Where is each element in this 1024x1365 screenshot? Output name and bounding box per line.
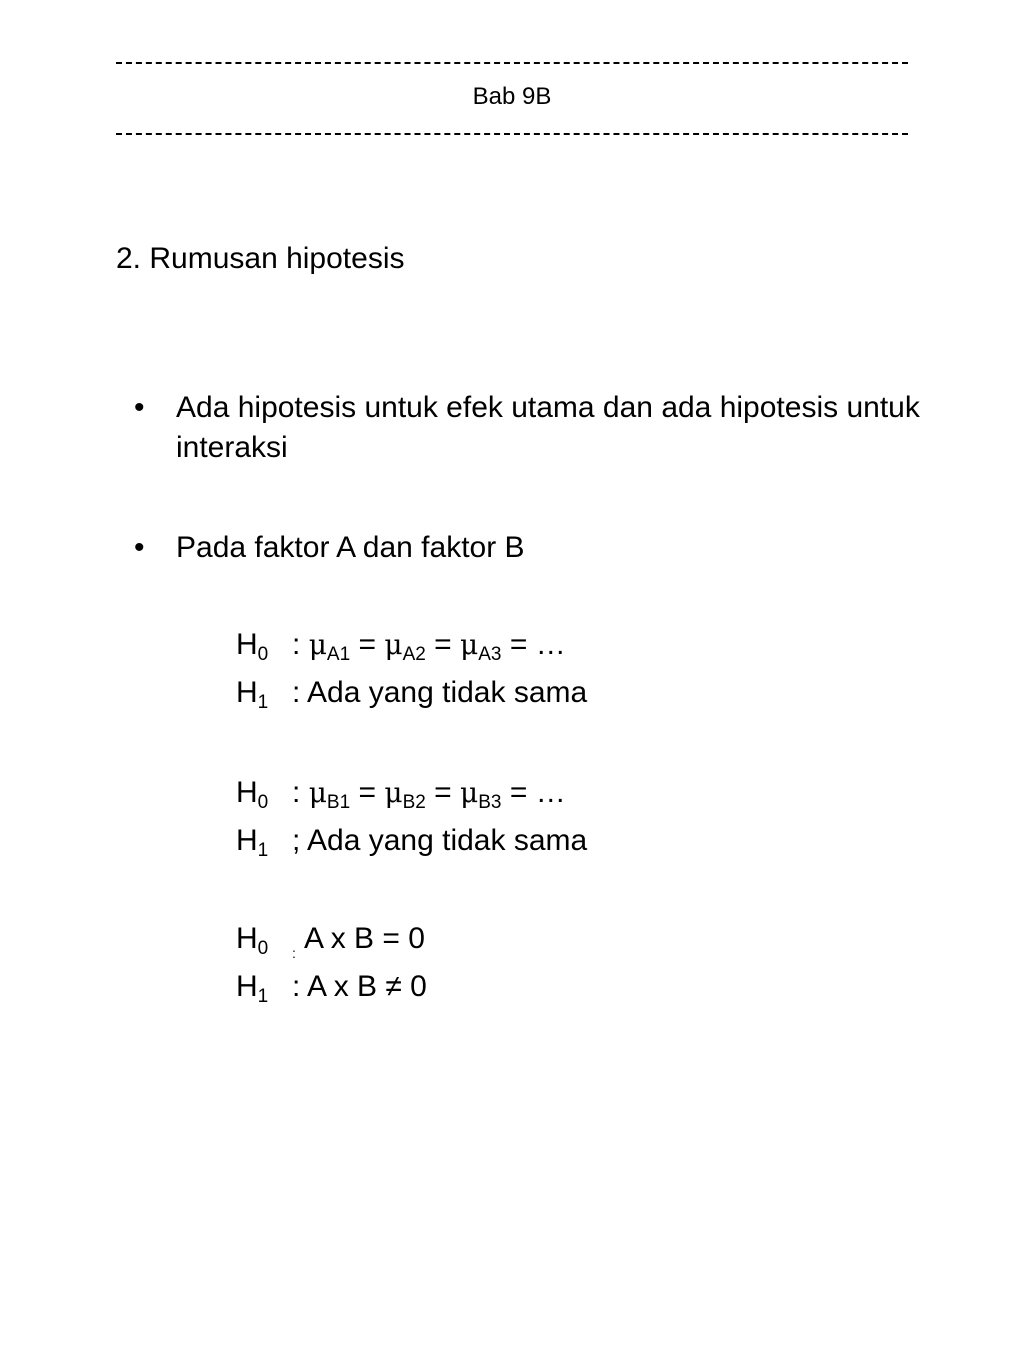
bullet-icon: • — [134, 391, 145, 424]
hypothesis-a-alternative — [236, 674, 587, 712]
equals: = — [434, 776, 452, 809]
hypothesis-text: : A x B ≠ 0 — [292, 970, 427, 1003]
top-rule — [116, 62, 908, 64]
bullet-icon: • — [134, 531, 145, 564]
hypothesis-b-null — [236, 774, 566, 812]
ellipsis: … — [535, 628, 566, 661]
hypothesis-text: : Ada yang tidak sama — [292, 676, 588, 709]
equals: = — [358, 776, 377, 809]
ellipsis: … — [535, 776, 566, 809]
mu-symbol: μ — [308, 628, 327, 661]
bullet-text: Ada hipotesis untuk efek utama dan ada hipotesis untuk interaksi — [176, 391, 920, 464]
separator: : — [292, 945, 296, 961]
bullet-item-main-effects — [134, 388, 954, 468]
mu-symbol: μ — [384, 628, 403, 661]
hypothesis-text: A x B = 0 — [304, 922, 425, 955]
h1-symbol: $H_1$ — [236, 676, 269, 713]
mu-symbol: μ — [460, 776, 479, 809]
equals: = — [509, 628, 528, 661]
subscript: A3 — [478, 644, 502, 665]
hypothesis-interaction-null — [236, 920, 425, 972]
subscript: A2 — [402, 644, 426, 665]
h1-symbol: $H_1$ — [236, 970, 269, 1007]
equals: = — [434, 628, 452, 661]
h0-symbol: $H_0$ — [236, 776, 269, 813]
bullet-text: Pada faktor A dan faktor B — [176, 531, 525, 564]
hypothesis-interaction-alternative — [236, 968, 427, 1006]
h1-symbol: $H_1$ — [236, 824, 269, 861]
mu-symbol: μ — [308, 776, 327, 809]
separator: : — [292, 628, 301, 661]
section-title: 2. Rumusan hipotesis — [116, 242, 405, 275]
bottom-rule — [116, 133, 908, 135]
subscript: B1 — [326, 792, 351, 813]
hypothesis-text: ; Ada yang tidak sama — [292, 824, 588, 857]
hypothesis-a-null — [236, 626, 566, 664]
subscript: A1 — [326, 644, 351, 665]
bullet-item-factors — [134, 528, 954, 568]
subscript: B2 — [402, 792, 426, 813]
chapter-label: Bab 9B — [472, 83, 552, 110]
h0-symbol: $H_0$ — [236, 922, 269, 959]
equals: = — [509, 776, 528, 809]
hypothesis-b-alternative — [236, 822, 587, 860]
mu-symbol: μ — [460, 628, 479, 661]
separator: : — [292, 776, 301, 809]
mu-symbol: μ — [384, 776, 403, 809]
h0-symbol: $H_0$ — [236, 628, 269, 665]
subscript: B3 — [478, 792, 502, 813]
equals: = — [358, 628, 377, 661]
